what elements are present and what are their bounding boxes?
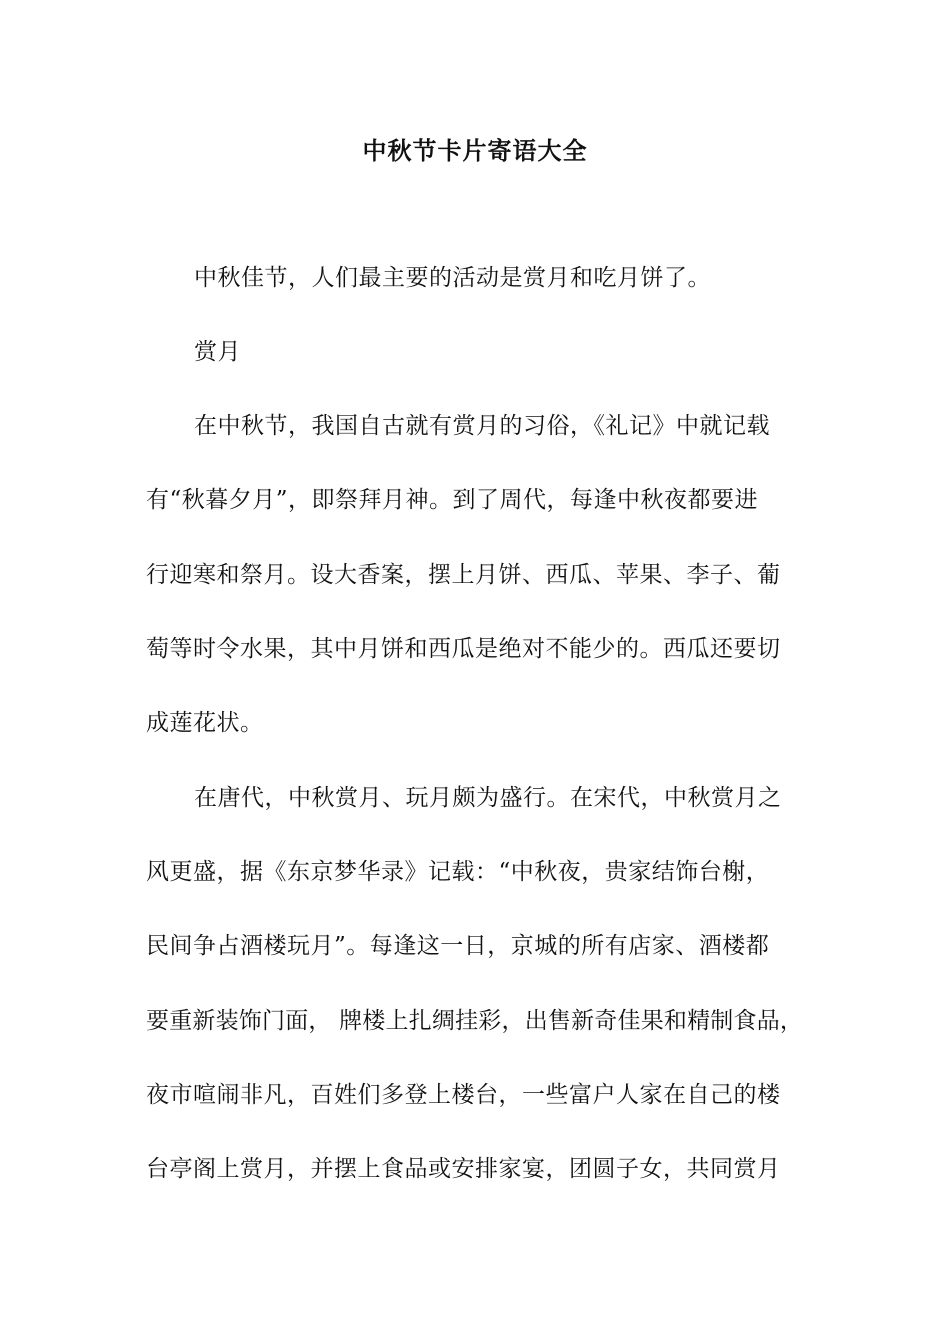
paragraph-line: 行迎寒和祭月。设大香案，摆上月饼、西瓜、苹果、李子、葡 [146, 562, 781, 588]
paragraph-line: 夜市喧闹非凡，百姓们多登上楼台，一些富户人家在自己的楼 [146, 1082, 781, 1108]
paragraph-line: 中秋佳节，人们最主要的活动是赏月和吃月饼了。 [194, 265, 711, 291]
paragraph-line: 有“秋暮夕月”，即祭拜月神。到了周代，每逢中秋夜都要进 [146, 487, 759, 513]
section-heading: 赏月 [194, 339, 241, 365]
paragraph-line: 要重新装饰门面， 牌楼上扎绸挂彩，出售新奇佳果和精制食品， [146, 1008, 804, 1034]
paragraph-line: 萄等时令水果，其中月饼和西瓜是绝对不能少的。西瓜还要切 [146, 636, 781, 662]
paragraph-line: 在中秋节，我国自古就有赏月的习俗，《礼记》中就记载 [194, 413, 770, 439]
paragraph-line: 在唐代，中秋赏月、玩月颇为盛行。在宋代，中秋赏月之 [194, 785, 782, 811]
paragraph-line: 成莲花状。 [146, 710, 264, 736]
paragraph-line: 风更盛，据《东京梦华录》记载：“中秋夜，贵家结饰台榭， [146, 859, 770, 885]
paragraph-line: 台亭阁上赏月，并摆上食品或安排家宴，团圆子女，共同赏月 [146, 1156, 781, 1182]
document-title: 中秋节卡片寄语大全 [362, 136, 588, 165]
paragraph-line: 民间争占酒楼玩月”。每逢这一日，京城的所有店家、酒楼都 [146, 933, 770, 959]
